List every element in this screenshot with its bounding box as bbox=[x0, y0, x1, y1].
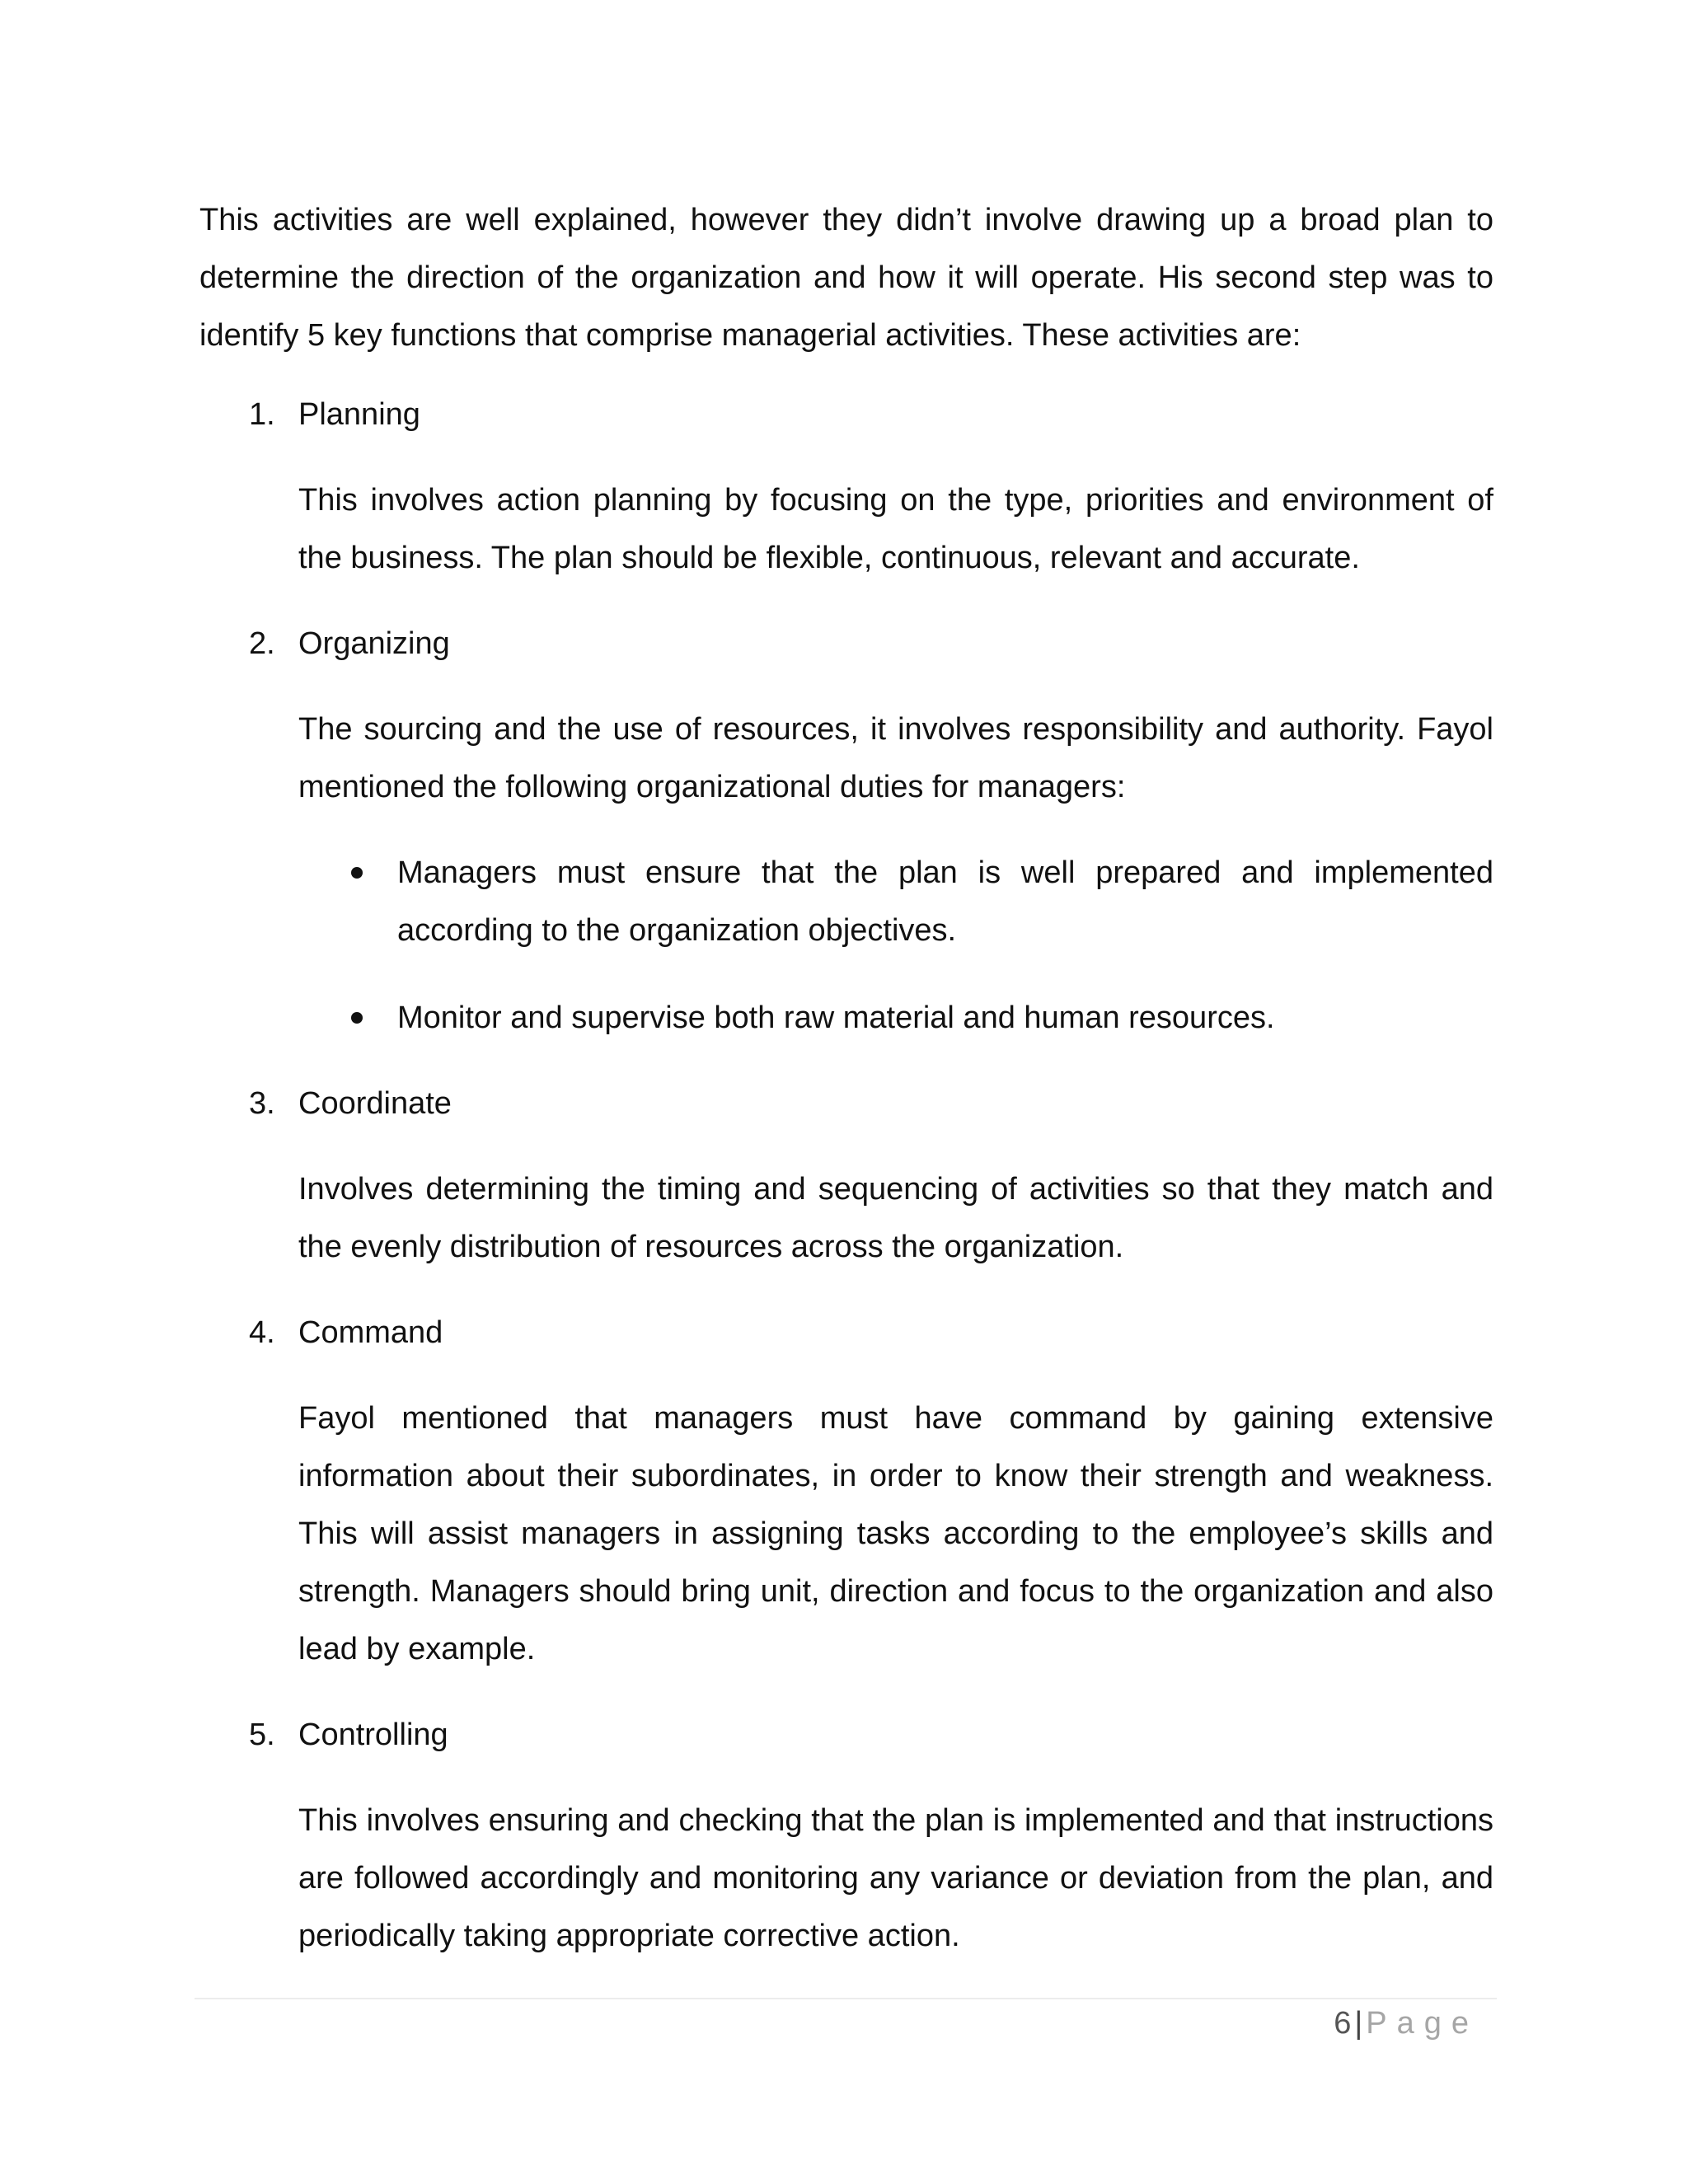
item-title: Planning bbox=[298, 397, 420, 432]
item-number: 4. bbox=[249, 1315, 275, 1350]
numbered-item-planning bbox=[199, 386, 1493, 587]
bullet-list bbox=[298, 844, 1493, 1047]
item-heading bbox=[249, 1304, 1493, 1361]
item-title: Coordinate bbox=[298, 1086, 452, 1121]
numbered-item-command bbox=[199, 1304, 1493, 1678]
page-footer bbox=[1334, 2003, 1479, 2044]
page-number: 6 bbox=[1334, 2006, 1352, 2041]
item-body: This involves action planning by focusing on the type, priorities and environment of the business. The plan should be flexible, continuous, relevant and accurate. bbox=[298, 483, 1493, 575]
item-title: Controlling bbox=[298, 1718, 448, 1752]
intro-paragraph: This activities are well explained, however they didn’t involve drawing up a broad plan to determine the direction of the organization and how it will operate. His second step was to identify 5 key functions that comprise managerial activities. These activities are: bbox=[199, 203, 1493, 353]
numbered-item-controlling bbox=[199, 1706, 1493, 1965]
page-label: Page bbox=[1366, 2006, 1479, 2041]
item-heading bbox=[249, 1706, 1493, 1764]
item-body: This involves ensuring and checking that the plan is implemented and that instructions are followed accordingly and monitoring any variance or deviation from the plan, and periodically taking appropriate corrective action. bbox=[298, 1803, 1493, 1953]
item-number: 1. bbox=[249, 397, 275, 432]
item-title: Command bbox=[298, 1315, 443, 1350]
numbered-item-coordinate bbox=[199, 1075, 1493, 1276]
bullet-text: Managers must ensure that the plan is well prepared and implemented according to the organization objectives. bbox=[397, 855, 1493, 948]
item-number: 5. bbox=[249, 1718, 275, 1752]
bullet-dot-icon bbox=[351, 1012, 363, 1024]
item-body: The sourcing and the use of resources, it involves responsibility and authority. Fayol mentioned the following organizational duties for managers: bbox=[298, 712, 1493, 804]
item-number: 2. bbox=[249, 626, 275, 661]
item-body: Fayol mentioned that managers must have command by gaining extensive information about their subordinates, in order to know their strength and weakness. This will assist managers in assigning tasks according to the employee’s skills and strength. Managers should bring unit, direction and focus to the organization and also lead by example. bbox=[298, 1401, 1493, 1666]
page-separator: | bbox=[1354, 2006, 1363, 2041]
item-heading bbox=[249, 615, 1493, 673]
numbered-item-organizing bbox=[199, 615, 1493, 1047]
bullet-item bbox=[397, 844, 1493, 959]
bullet-item bbox=[397, 989, 1493, 1047]
item-heading bbox=[249, 386, 1493, 443]
footer-divider bbox=[195, 1998, 1497, 1999]
item-body: Involves determining the timing and sequencing of activities so that they match and the evenly distribution of resources across the organization. bbox=[298, 1172, 1493, 1264]
item-heading bbox=[249, 1075, 1493, 1132]
item-number: 3. bbox=[249, 1086, 275, 1121]
bullet-dot-icon bbox=[351, 867, 363, 879]
item-title: Organizing bbox=[298, 626, 450, 661]
page-content bbox=[199, 191, 1493, 1993]
bullet-text: Monitor and supervise both raw material and human resources. bbox=[397, 1001, 1275, 1035]
